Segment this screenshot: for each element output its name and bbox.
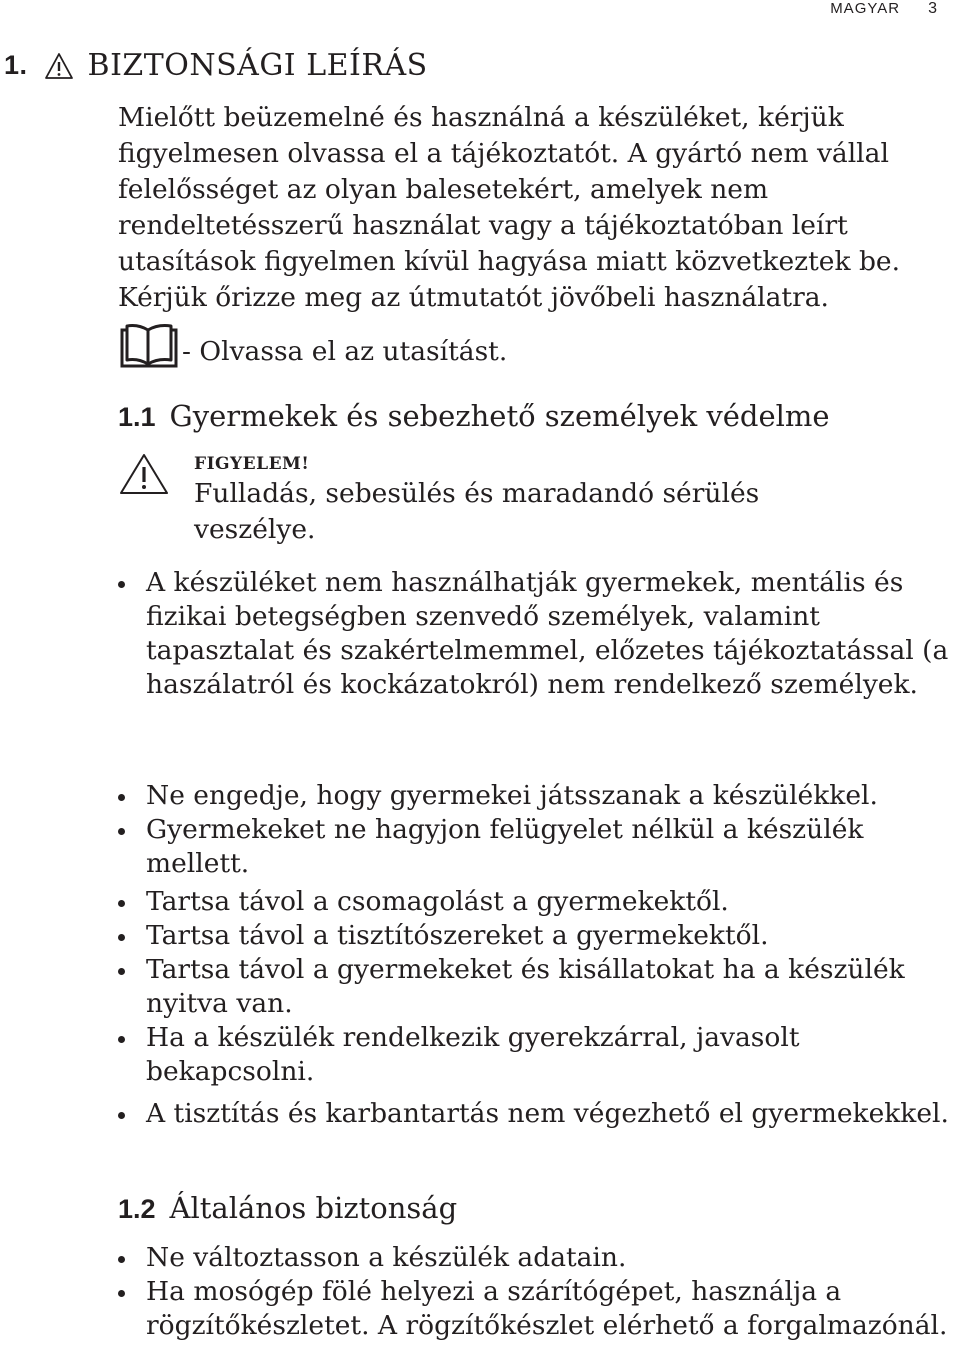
warning-title: FIGYELEM! <box>194 454 310 474</box>
warning-triangle-icon <box>44 52 74 80</box>
bullet-list-4 <box>118 1097 958 1131</box>
warning-triangle-icon <box>118 452 170 496</box>
section-heading-1-1 <box>118 398 830 435</box>
read-instruction-line <box>118 322 507 370</box>
intro-paragraph <box>118 100 948 316</box>
section-number: 1.1 <box>118 402 156 432</box>
section-heading-1 <box>4 48 428 83</box>
bullet-list-3 <box>118 885 958 1089</box>
bullet-list-5 <box>118 1241 958 1343</box>
list-item: Tartsa távol a csomagolást a gyermekektől. <box>118 885 958 919</box>
list-item: Tartsa távol a tisztítószereket a gyermekektől. <box>118 919 958 953</box>
section-title: Gyermekek és sebezhető személyek védelme <box>169 399 830 433</box>
bullet-list-1 <box>118 566 958 702</box>
section-number: 1. <box>4 50 28 80</box>
page-header <box>830 0 938 18</box>
language-label: MAGYAR <box>830 0 901 17</box>
list-item: Ne engedje, hogy gyermekei játsszanak a készülékkel. <box>118 779 958 813</box>
book-icon <box>118 322 180 370</box>
section-title: BIZTONSÁGI LEÍRÁS <box>87 48 428 83</box>
section-title: Általános biztonság <box>169 1191 458 1225</box>
list-item: Tartsa távol a gyermekeket és kisállatokat ha a készülék nyitva van. <box>118 953 958 1021</box>
list-item: Ne változtasson a készülék adatain. <box>118 1241 958 1275</box>
section-heading-1-2 <box>118 1190 457 1227</box>
list-item: A tisztítás és karbantartás nem végezhető el gyermekekkel. <box>118 1097 958 1131</box>
section-number: 1.2 <box>118 1194 156 1224</box>
read-instruction-text: - Olvassa el az utasítást. <box>182 336 508 367</box>
bullet-list-2 <box>118 779 958 881</box>
list-item: Ha mosógép fölé helyezi a szárítógépet, használja a rögzítőkészletet. A rögzítőkészlet elérhető a forgalmazónál. <box>118 1275 958 1343</box>
list-item: Gyermekeket ne hagyjon felügyelet nélkül a készülék mellett. <box>118 813 958 881</box>
list-item: Ha a készülék rendelkezik gyerekzárral, javasolt bekapcsolni. <box>118 1021 958 1089</box>
intro-text: Mielőtt beüzemelné és használná a készüléket, kérjük figyelmesen olvassa el a tájékoztatót. A gyártó nem vállal felelősséget az olyan balesetekért, amelyek nem rendeltetésszerű használat vagy a tájékoztatóban leírt utasítások figyelmen kívül hagyása miatt közvetkeztek be. Kérjük őrizze meg az útmutatót jövőbeli használatra. <box>118 102 901 313</box>
list-item: A készüléket nem használhatják gyermekek, mentális és fizikai betegségben szenvedő személyek, valamint tapasztalat és szakértelmemmel, előzetes tájékoztatással (a haszálatról és kockázatokról) nem rendelkező személyek. <box>118 566 958 702</box>
page-number: 3 <box>928 0 938 17</box>
warning-text: Fulladás, sebesülés és maradandó sérülés veszélye. <box>194 478 760 545</box>
